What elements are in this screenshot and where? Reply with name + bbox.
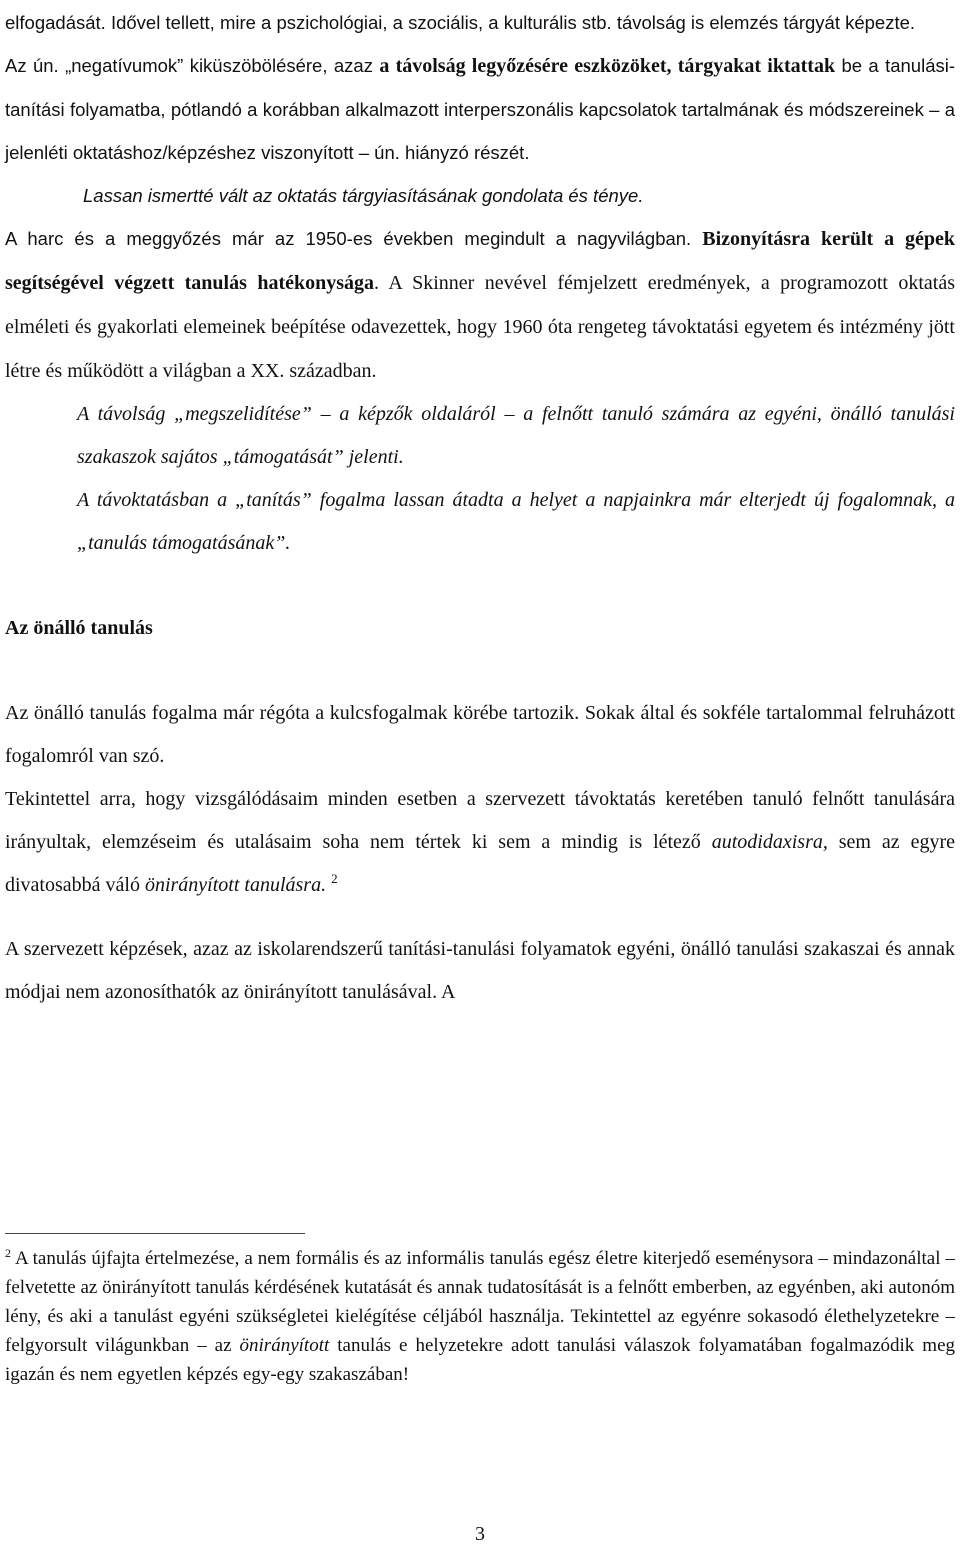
paragraph-text: sem az egyre divatosabbá váló [5, 831, 955, 896]
paragraph-text: be a tanulási-tanítási folyamatba, pótlandó a korábban alkalmazott interperszonális kapcsolatok tartalmának és módszereinek – a jelenléti oktatáshoz/képzéshez viszonyított – ún. hiányzó részét. [5, 55, 956, 163]
paragraph-text: elfogadását. Idővel tellett, mire a pszichológiai, a szociális, a kulturális stb. távolság is elemzés tárgyát képezte. [5, 12, 916, 33]
paragraph-3 [5, 174, 955, 217]
paragraph-text: A távoktatásban a „tanítás” fogalma lassan átadta a helyet a napjainkra már elterjedt új fogalomnak, a „tanulás támogatásának”. [77, 489, 955, 554]
footnote [5, 1244, 955, 1389]
footnote-text: tanulás e helyzetekre adott tanulási válaszok folyamatában fogalmazódik meg igazán és nem egyetlen képzés egy-egy szakaszában! [5, 1335, 956, 1385]
paragraph-text: Lassan ismertté vált az oktatás tárgyiasításának gondolata és ténye. [83, 185, 644, 206]
paragraph-6 [5, 479, 955, 565]
section-heading: Az önálló tanulás [5, 617, 153, 639]
page-number: 3 [475, 1523, 485, 1545]
footnote-separator [5, 1233, 305, 1234]
bold-phrase: Bizonyításra került a gépek segítségével végzett tanulás hatékonysága [5, 228, 955, 294]
paragraph-1 [5, 1, 955, 44]
paragraph-text: A szervezett képzések, azaz az iskolarendszerű tanítási-tanulási folyamatok egyéni, önálló tanulási szakaszai és annak módjai nem azonosíthatók az önirányított tanulásával. A [5, 938, 955, 1003]
paragraph-4 [5, 217, 955, 393]
paragraph-text: . A Skinner nevével fémjelzett eredmények, a programozott oktatás elméleti és gyakorlati elemeinek beépítése odavezettek, hogy 1960 óta rengeteg távoktatási egyetem és intézmény jött létre és működött a világban a XX. században. [5, 272, 956, 382]
document-page [5, 0, 955, 1014]
italic-term: önirányított [239, 1335, 330, 1356]
paragraph-5 [5, 393, 955, 479]
paragraph-text: A távolság „megszelidítése” – a képzők oldaláról – a felnőtt tanuló számára az egyéni, önálló tanulási szakaszok sajátos „támogatását” jelenti. [77, 403, 955, 468]
italic-term: önirányított tanulásra. [144, 874, 327, 896]
paragraph-9 [5, 928, 955, 1014]
paragraph-text: Tekintettel arra, hogy vizsgálódásaim minden esetben a szervezett távoktatás keretében tanuló felnőtt tanulására irányultak, elemzéseim és utalásaim soha nem tértek ki sem a mindig is létező [5, 788, 955, 853]
paragraph-text: A harc és a meggyőzés már az 1950-es években megindult a nagyvilágban. [5, 228, 703, 249]
paragraph-text: Az ún. „negatívumok” kiküszöbölésére, azaz [5, 55, 380, 76]
paragraph-2 [5, 44, 955, 174]
footnote-mark: 2 [5, 1246, 11, 1260]
paragraph-text: Az önálló tanulás fogalma már régóta a kulcsfogalmak körébe tartozik. Sokak által és sokféle tartalommal felruházott fogalomról van szó. [5, 702, 955, 767]
footnote-reference[interactable]: 2 [331, 871, 338, 886]
footnote-text: A tanulás újfajta értelmezése, a nem formális és az informális tanulás egész életre kiterjedő eseménysora – mindazonáltal – felvetette az önirányított tanulás kérdésének kutatását és annak tudatosítását is a felnőtt emberben, az egyénben, aki autonóm lény, és aki a tanulást egyéni szükségletei kielégítése céljából használja. Tekintettel az egyénre sokasodó élethelyzetekre – felgyorsult világunkban – az [5, 1248, 955, 1356]
italic-term: autodidaxisra, [711, 831, 828, 853]
paragraph-8 [5, 778, 955, 907]
paragraph-7 [5, 692, 955, 778]
bold-phrase: a távolság legyőzésére eszközöket, tárgyakat iktattak [379, 55, 836, 77]
